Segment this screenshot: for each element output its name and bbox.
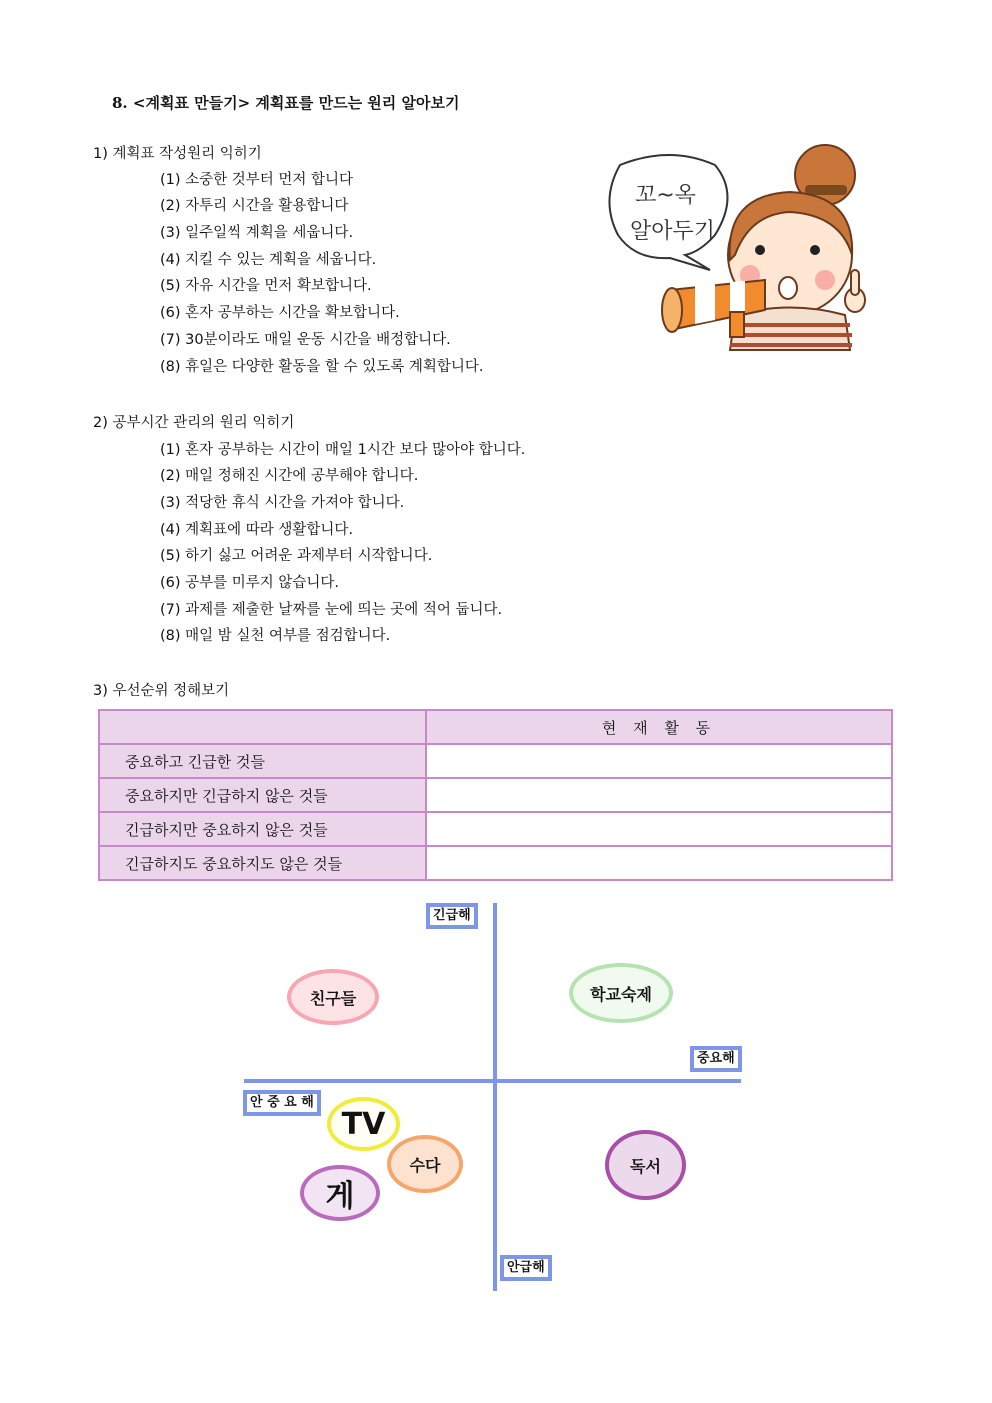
axis-label-urgent: 긴급해 [426, 903, 478, 929]
section2-heading: 2) 공부시간 관리의 원리 익히기 [93, 415, 295, 431]
bubble-reading: 독서 [605, 1130, 686, 1200]
list-item: (1) 소중한 것부터 먼저 합니다 [160, 172, 354, 188]
bubble-tv: TV [327, 1097, 400, 1151]
table-header-current-activity: 현 재 활 동 [426, 710, 892, 744]
axis-label-not-urgent: 안급해 [500, 1255, 552, 1281]
list-item: (3) 적당한 휴식 시간을 가져야 합니다. [160, 495, 405, 511]
list-item: (5) 자유 시간을 먼저 확보합니다. [160, 278, 372, 294]
table-row [99, 744, 892, 778]
list-item: (5) 하기 싫고 어려운 과제부터 시작합니다. [160, 548, 433, 564]
list-item: (6) 공부를 미루지 않습니다. [160, 575, 340, 591]
list-item: (7) 과제를 제출한 날짜를 눈에 띄는 곳에 적어 둡니다. [160, 602, 503, 618]
table-cell-empty[interactable] [426, 812, 892, 846]
list-item: (2) 매일 정해진 시간에 공부해야 합니다. [160, 468, 419, 484]
list-item: (8) 휴일은 다양한 활동을 할 수 있도록 계획합니다. [160, 359, 484, 375]
table-cell-empty[interactable] [426, 744, 892, 778]
list-item: (4) 지킬 수 있는 계획을 세웁니다. [160, 252, 377, 268]
table-row [99, 778, 892, 812]
horizontal-axis-line [244, 1079, 741, 1083]
list-item: (8) 매일 밤 실천 여부를 점검합니다. [160, 628, 391, 644]
bubble-homework: 학교숙제 [569, 963, 673, 1023]
list-item: (6) 혼자 공부하는 시간을 확보합니다. [160, 305, 400, 321]
table-cell-empty[interactable] [426, 778, 892, 812]
vertical-axis-line [493, 903, 497, 1291]
section1-heading: 1) 계획표 작성원리 익히기 [93, 146, 262, 162]
table-row-label: 긴급하지도 중요하지도 않은 것들 [99, 846, 426, 880]
table-row [99, 812, 892, 846]
list-item: (4) 계획표에 따라 생활합니다. [160, 522, 354, 538]
table-row-label: 중요하고 긴급한 것들 [99, 744, 426, 778]
girl-megaphone-illustration [600, 140, 880, 355]
list-item: (3) 일주일씩 계획을 세웁니다. [160, 225, 354, 241]
list-item: (7) 30분이라도 매일 운동 시간을 배정합니다. [160, 332, 451, 348]
priority-table [98, 709, 893, 881]
table-row [99, 846, 892, 880]
bubble-game: 게 [300, 1165, 380, 1221]
table-row-label: 긴급하지만 중요하지 않은 것들 [99, 812, 426, 846]
page-title: 8. <계획표 만들기> 계획표를 만드는 원리 알아보기 [112, 94, 460, 112]
bubble-chat: 수다 [387, 1135, 463, 1193]
list-item: (2) 자투리 시간을 활용합니다 [160, 198, 349, 214]
section3-heading: 3) 우선순위 정해보기 [93, 683, 230, 699]
table-header-blank [99, 710, 426, 744]
axis-label-not-important: 안 중 요 해 [243, 1090, 321, 1116]
table-row-label: 중요하지만 긴급하지 않은 것들 [99, 778, 426, 812]
axis-label-important: 중요해 [690, 1046, 742, 1072]
bubble-friends: 친구들 [287, 969, 379, 1025]
table-cell-empty[interactable] [426, 846, 892, 880]
speech-line-2: 알아두기 [630, 219, 716, 244]
speech-line-1: 꼬~옥 [635, 183, 696, 208]
list-item: (1) 혼자 공부하는 시간이 매일 1시간 보다 많아야 합니다. [160, 442, 526, 458]
